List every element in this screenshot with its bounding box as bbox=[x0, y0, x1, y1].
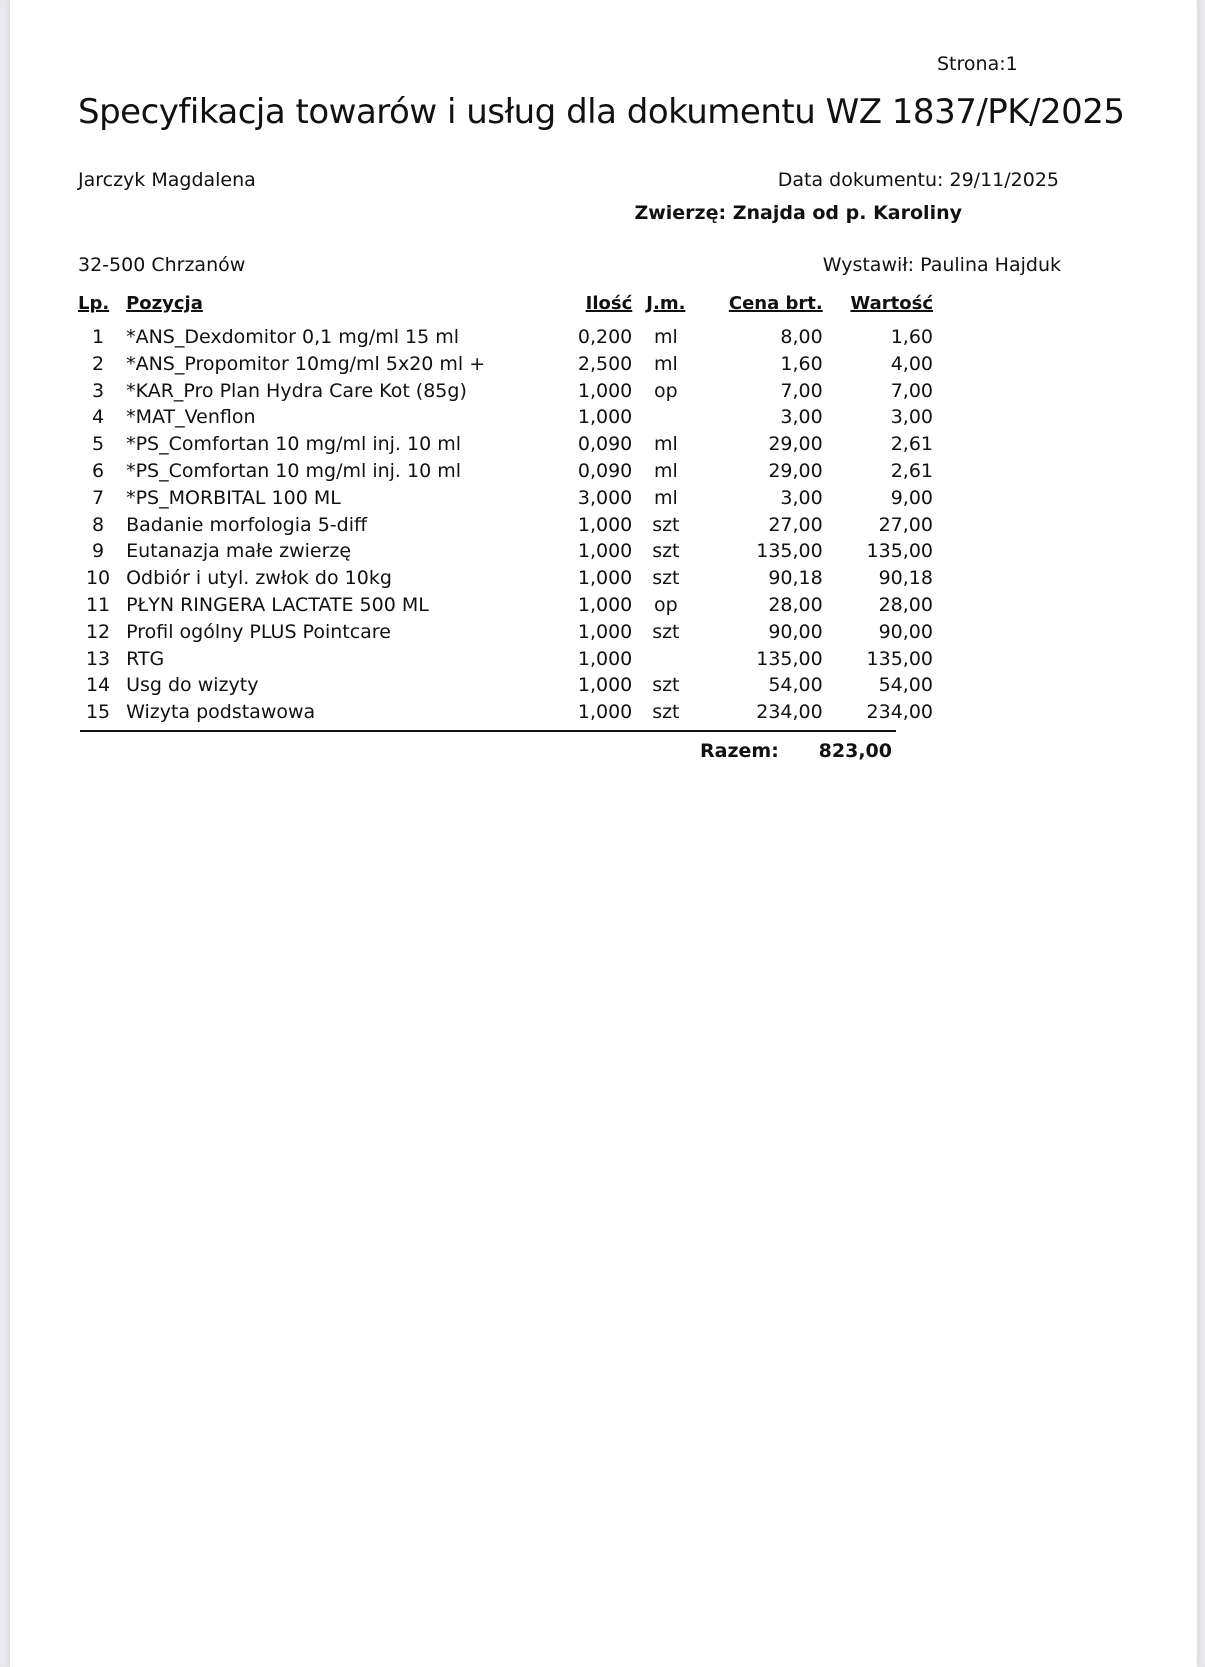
table-row bbox=[78, 672, 933, 699]
cell-cena: 54,00 bbox=[768, 674, 823, 697]
cell-jm: ml bbox=[653, 352, 678, 375]
cell-wartosc: 1,60 bbox=[890, 326, 933, 348]
cell-wartosc: 7,00 bbox=[890, 379, 933, 402]
cell-jm: szt bbox=[652, 513, 680, 536]
cell-cena: 1,60 bbox=[780, 352, 823, 375]
document-title: Specyfikacja towarów i usług dla dokumentu WZ 1837/PK/2025 bbox=[78, 92, 1125, 132]
cell-wartosc: 90,00 bbox=[878, 620, 933, 643]
cell-ilosc: 3,000 bbox=[577, 486, 633, 509]
column-header-jm: J.m. bbox=[646, 292, 686, 314]
table-row bbox=[78, 565, 933, 592]
table-row bbox=[78, 458, 933, 485]
table-row bbox=[78, 512, 933, 539]
cell-lp: 7 bbox=[92, 486, 105, 509]
cell-jm bbox=[632, 404, 699, 431]
cell-jm: ml bbox=[653, 326, 678, 348]
table-row bbox=[78, 404, 933, 431]
cell-wartosc: 135,00 bbox=[866, 540, 933, 563]
cell-pozycja: *PS_Comfortan 10 mg/ml inj. 10 ml bbox=[126, 459, 462, 482]
table-row bbox=[78, 538, 933, 565]
cell-jm bbox=[632, 646, 699, 673]
cell-wartosc: 28,00 bbox=[878, 593, 933, 616]
cell-pozycja: Badanie morfologia 5-diff bbox=[126, 513, 368, 536]
column-header-cena: Cena brt. bbox=[728, 292, 823, 314]
cell-ilosc: 1,000 bbox=[577, 674, 633, 697]
cell-pozycja: *PS_MORBITAL 100 ML bbox=[126, 486, 341, 509]
cell-lp: 8 bbox=[92, 513, 105, 536]
cell-jm: szt bbox=[652, 620, 680, 643]
total-label: Razem: bbox=[700, 740, 779, 762]
column-header-ilosc: Ilość bbox=[585, 292, 633, 314]
cell-lp: 5 bbox=[92, 433, 105, 456]
cell-pozycja: Odbiór i utyl. zwłok do 10kg bbox=[126, 567, 392, 590]
cell-cena: 3,00 bbox=[780, 486, 823, 509]
cell-jm: szt bbox=[652, 567, 680, 590]
cell-ilosc: 1,000 bbox=[577, 567, 633, 590]
cell-jm: ml bbox=[653, 486, 678, 509]
table-header-row bbox=[78, 292, 933, 324]
cell-wartosc: 27,00 bbox=[878, 513, 933, 536]
cell-jm: szt bbox=[652, 540, 680, 563]
table-bottom-rule bbox=[80, 730, 896, 732]
cell-wartosc: 54,00 bbox=[878, 674, 933, 697]
cell-lp: 3 bbox=[92, 379, 105, 402]
table-row bbox=[78, 378, 933, 405]
cell-jm: op bbox=[654, 379, 678, 402]
customer-name: Jarczyk Magdalena bbox=[78, 169, 256, 191]
cell-ilosc: 1,000 bbox=[577, 406, 633, 429]
cell-pozycja: *ANS_Dexdomitor 0,1 mg/ml 15 ml bbox=[126, 326, 460, 348]
cell-cena: 7,00 bbox=[780, 379, 823, 402]
cell-cena: 29,00 bbox=[768, 459, 823, 482]
cell-jm: ml bbox=[653, 459, 678, 482]
cell-wartosc: 2,61 bbox=[890, 433, 933, 456]
cell-cena: 3,00 bbox=[780, 406, 823, 429]
table-row bbox=[78, 324, 933, 351]
cell-wartosc: 135,00 bbox=[866, 647, 933, 670]
cell-jm: op bbox=[654, 593, 678, 616]
cell-jm: szt bbox=[652, 701, 680, 724]
cell-ilosc: 2,500 bbox=[577, 352, 633, 375]
cell-wartosc: 4,00 bbox=[890, 352, 933, 375]
issued-by: Wystawił: Paulina Hajduk bbox=[822, 254, 1061, 276]
cell-cena: 8,00 bbox=[780, 326, 823, 348]
cell-cena: 135,00 bbox=[756, 540, 823, 563]
cell-ilosc: 1,000 bbox=[577, 540, 633, 563]
cell-cena: 28,00 bbox=[768, 593, 823, 616]
cell-lp: 9 bbox=[92, 540, 105, 563]
animal-name: Zwierzę: Znajda od p. Karoliny bbox=[634, 202, 962, 224]
customer-address: 32-500 Chrzanów bbox=[78, 254, 246, 276]
cell-pozycja: *KAR_Pro Plan Hydra Care Kot (85g) bbox=[126, 379, 467, 402]
cell-pozycja: Eutanazja małe zwierzę bbox=[126, 540, 352, 563]
cell-wartosc: 2,61 bbox=[890, 459, 933, 482]
cell-cena: 90,00 bbox=[768, 620, 823, 643]
cell-ilosc: 1,000 bbox=[577, 701, 633, 724]
cell-lp: 14 bbox=[85, 674, 111, 697]
cell-cena: 234,00 bbox=[756, 701, 823, 724]
cell-pozycja: *PS_Comfortan 10 mg/ml inj. 10 ml bbox=[126, 433, 462, 456]
cell-cena: 135,00 bbox=[756, 647, 823, 670]
cell-lp: 15 bbox=[85, 701, 111, 724]
cell-lp: 6 bbox=[92, 459, 105, 482]
table-row bbox=[78, 646, 933, 673]
table-row bbox=[78, 351, 933, 378]
cell-ilosc: 0,090 bbox=[577, 433, 633, 456]
cell-ilosc: 0,200 bbox=[577, 326, 633, 348]
cell-lp: 11 bbox=[85, 593, 111, 616]
cell-pozycja: *MAT_Venflon bbox=[126, 406, 256, 429]
cell-wartosc: 9,00 bbox=[890, 486, 933, 509]
cell-lp: 13 bbox=[85, 647, 111, 670]
cell-pozycja: PŁYN RINGERA LACTATE 500 ML bbox=[126, 593, 429, 616]
cell-pozycja: Wizyta podstawowa bbox=[126, 701, 316, 724]
cell-pozycja: Profil ogólny PLUS Pointcare bbox=[126, 620, 391, 643]
cell-lp: 2 bbox=[92, 352, 105, 375]
column-header-wartosc: Wartość bbox=[850, 292, 933, 314]
cell-jm: ml bbox=[653, 433, 678, 456]
table-row bbox=[78, 592, 933, 619]
cell-ilosc: 1,000 bbox=[577, 593, 633, 616]
cell-wartosc: 234,00 bbox=[866, 701, 933, 724]
cell-jm: szt bbox=[652, 674, 680, 697]
total-value: 823,00 bbox=[818, 740, 892, 762]
cell-cena: 27,00 bbox=[768, 513, 823, 536]
table-row bbox=[78, 699, 933, 726]
column-header-pozycja: Pozycja bbox=[126, 292, 203, 314]
items-table-body bbox=[78, 324, 933, 726]
items-table bbox=[78, 292, 933, 726]
table-row bbox=[78, 431, 933, 458]
cell-wartosc: 90,18 bbox=[878, 567, 933, 590]
page-number: Strona:1 bbox=[937, 53, 1018, 75]
document-date: Data dokumentu: 29/11/2025 bbox=[777, 169, 1059, 191]
cell-pozycja: Usg do wizyty bbox=[126, 674, 259, 697]
column-header-lp: Lp. bbox=[78, 292, 110, 314]
cell-pozycja: *ANS_Propomitor 10mg/ml 5x20 ml + bbox=[126, 352, 486, 375]
table-row bbox=[78, 485, 933, 512]
table-row bbox=[78, 619, 933, 646]
cell-ilosc: 0,090 bbox=[577, 459, 633, 482]
cell-cena: 90,18 bbox=[768, 567, 823, 590]
cell-ilosc: 1,000 bbox=[577, 647, 633, 670]
cell-ilosc: 1,000 bbox=[577, 513, 633, 536]
cell-cena: 29,00 bbox=[768, 433, 823, 456]
cell-lp: 1 bbox=[92, 326, 105, 348]
cell-lp: 10 bbox=[85, 567, 111, 590]
cell-lp: 4 bbox=[92, 406, 105, 429]
cell-pozycja: RTG bbox=[126, 647, 165, 670]
document-page bbox=[10, 0, 1197, 1667]
cell-ilosc: 1,000 bbox=[577, 379, 633, 402]
cell-wartosc: 3,00 bbox=[890, 406, 933, 429]
cell-ilosc: 1,000 bbox=[577, 620, 633, 643]
cell-lp: 12 bbox=[85, 620, 111, 643]
